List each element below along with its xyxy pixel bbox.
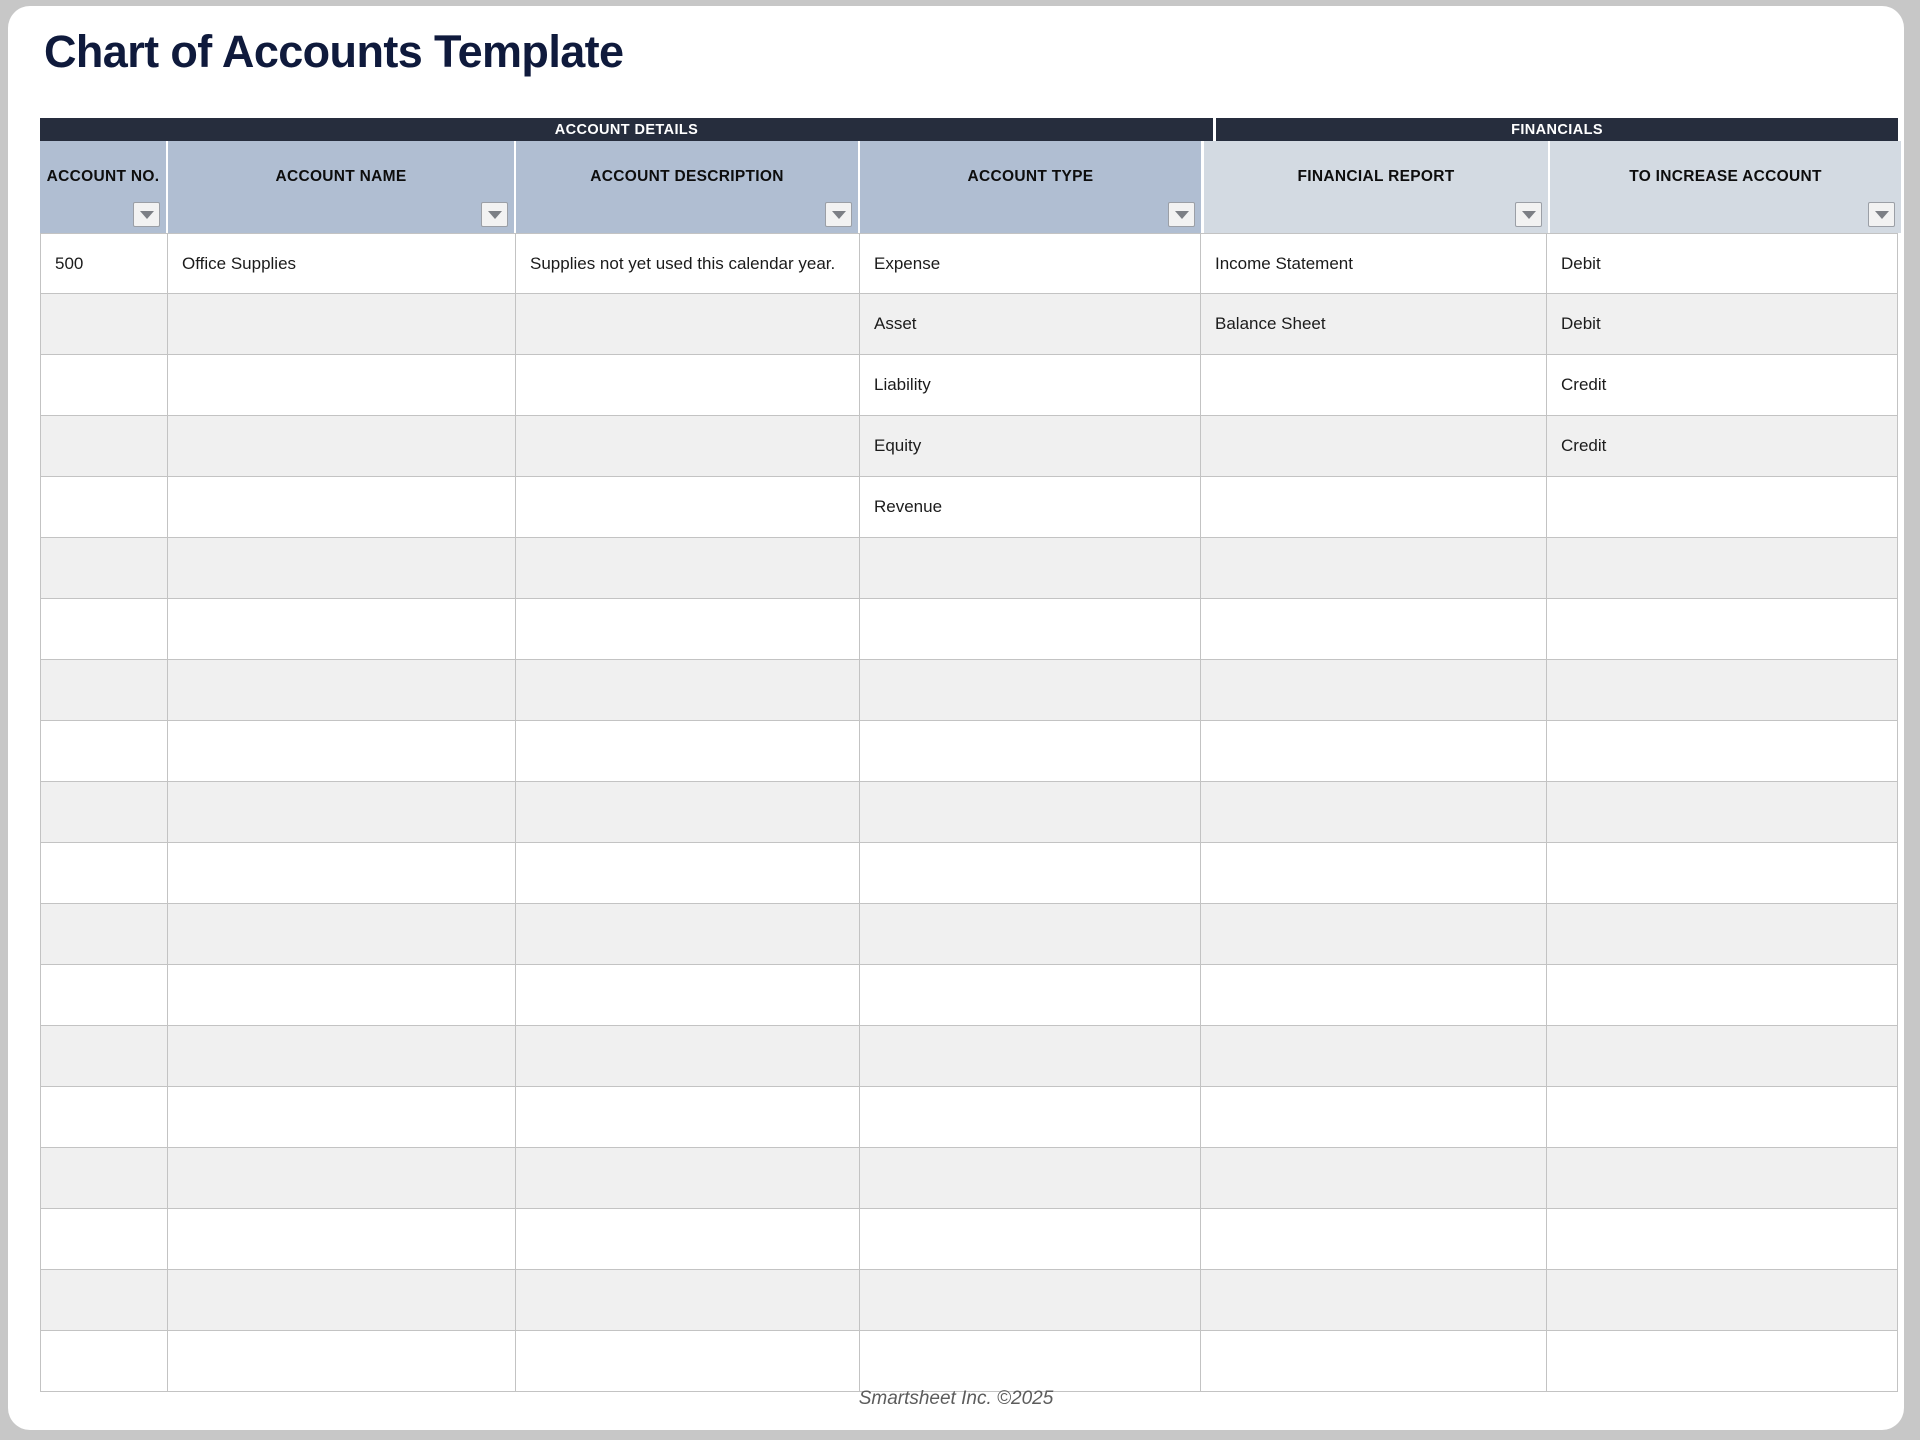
table-cell-account-type[interactable] xyxy=(860,599,1201,660)
table-cell-account-name[interactable] xyxy=(168,1148,516,1209)
table-row xyxy=(40,660,1898,721)
table-cell-account-no[interactable] xyxy=(40,660,168,721)
table-cell-account-description[interactable] xyxy=(516,1209,860,1270)
table-cell-to-increase-account[interactable] xyxy=(1547,1026,1898,1087)
table-cell-account-type[interactable] xyxy=(860,660,1201,721)
table-cell-account-name[interactable] xyxy=(168,538,516,599)
table-row xyxy=(40,721,1898,782)
table-cell-account-type[interactable]: Expense xyxy=(860,233,1201,294)
table-cell-account-type[interactable] xyxy=(860,782,1201,843)
table-cell-account-no[interactable] xyxy=(40,721,168,782)
chevron-down-icon xyxy=(1875,211,1889,219)
table-cell-account-name[interactable] xyxy=(168,843,516,904)
table-row xyxy=(40,599,1898,660)
table-cell-account-name[interactable] xyxy=(168,1087,516,1148)
table-cell-to-increase-account[interactable] xyxy=(1547,1270,1898,1331)
table-cell-financial-report[interactable] xyxy=(1201,660,1547,721)
table-cell-financial-report[interactable] xyxy=(1201,1026,1547,1087)
table-cell-account-description[interactable] xyxy=(516,1087,860,1148)
table-cell-account-name[interactable] xyxy=(168,904,516,965)
table-cell-financial-report[interactable] xyxy=(1201,1148,1547,1209)
column-header-label: ACCOUNT NAME xyxy=(275,168,407,186)
document-page xyxy=(8,6,1904,1430)
table-row xyxy=(40,416,1898,477)
table-cell-financial-report[interactable] xyxy=(1201,721,1547,782)
table-cell-account-name[interactable] xyxy=(168,1331,516,1392)
table-cell-to-increase-account[interactable] xyxy=(1547,477,1898,538)
table-cell-account-description[interactable] xyxy=(516,721,860,782)
table-cell-account-type[interactable] xyxy=(860,1331,1201,1392)
table-cell-account-type[interactable] xyxy=(860,538,1201,599)
table-cell-account-type[interactable]: Equity xyxy=(860,416,1201,477)
table-cell-account-type[interactable] xyxy=(860,843,1201,904)
table-cell-financial-report[interactable] xyxy=(1201,538,1547,599)
column-header-financial-report xyxy=(1204,141,1550,233)
table-cell-account-no[interactable] xyxy=(40,1026,168,1087)
table-cell-account-no[interactable] xyxy=(40,1209,168,1270)
table-cell-account-no[interactable] xyxy=(40,599,168,660)
filter-dropdown-to-increase-account[interactable] xyxy=(1868,202,1895,227)
table-cell-account-description[interactable] xyxy=(516,843,860,904)
table-column-header-row xyxy=(40,141,1898,233)
table-cell-account-description[interactable] xyxy=(516,904,860,965)
table-cell-account-description[interactable] xyxy=(516,294,860,355)
table-cell-account-name[interactable] xyxy=(168,965,516,1026)
table-cell-account-no[interactable] xyxy=(40,904,168,965)
table-row xyxy=(40,1270,1898,1331)
table-cell-account-no[interactable] xyxy=(40,477,168,538)
table-cell-financial-report[interactable] xyxy=(1201,1331,1547,1392)
column-header-account-type xyxy=(860,141,1201,233)
table-cell-financial-report[interactable] xyxy=(1201,782,1547,843)
column-header-label: ACCOUNT NO. xyxy=(46,168,160,186)
chart-of-accounts-table xyxy=(40,118,1898,1392)
table-cell-account-type[interactable] xyxy=(860,904,1201,965)
table-cell-account-description[interactable]: Supplies not yet used this calendar year. xyxy=(516,233,860,294)
chevron-down-icon xyxy=(140,211,154,219)
column-header-label: ACCOUNT DESCRIPTION xyxy=(590,168,784,186)
table-cell-account-description[interactable] xyxy=(516,1331,860,1392)
table-cell-account-no[interactable] xyxy=(40,1087,168,1148)
table-cell-account-name[interactable] xyxy=(168,1270,516,1331)
table-cell-financial-report[interactable] xyxy=(1201,355,1547,416)
table-cell-to-increase-account[interactable] xyxy=(1547,1331,1898,1392)
table-cell-account-no[interactable] xyxy=(40,843,168,904)
table-cell-to-increase-account[interactable] xyxy=(1547,599,1898,660)
table-row xyxy=(40,1209,1898,1270)
table-cell-account-type[interactable] xyxy=(860,1026,1201,1087)
filter-dropdown-account-description[interactable] xyxy=(825,202,852,227)
table-cell-to-increase-account[interactable]: Credit xyxy=(1547,416,1898,477)
table-cell-to-increase-account[interactable] xyxy=(1547,1209,1898,1270)
table-cell-financial-report[interactable] xyxy=(1201,477,1547,538)
table-row xyxy=(40,1087,1898,1148)
table-cell-account-description[interactable] xyxy=(516,782,860,843)
table-cell-account-name[interactable] xyxy=(168,1209,516,1270)
column-header-account-description xyxy=(516,141,860,233)
table-cell-account-name[interactable] xyxy=(168,782,516,843)
table-cell-account-no[interactable] xyxy=(40,1148,168,1209)
table-cell-account-type[interactable] xyxy=(860,965,1201,1026)
column-header-account-name xyxy=(168,141,516,233)
table-cell-financial-report[interactable] xyxy=(1201,1087,1547,1148)
filter-dropdown-account-name[interactable] xyxy=(481,202,508,227)
table-body xyxy=(40,233,1898,1392)
chevron-down-icon xyxy=(1175,211,1189,219)
table-cell-financial-report[interactable] xyxy=(1201,599,1547,660)
group-header-financials: FINANCIALS xyxy=(1216,118,1898,141)
column-header-to-increase-account xyxy=(1550,141,1901,233)
table-group-header-row xyxy=(40,118,1898,141)
table-cell-financial-report[interactable] xyxy=(1201,904,1547,965)
filter-dropdown-financial-report[interactable] xyxy=(1515,202,1542,227)
table-cell-account-name[interactable] xyxy=(168,416,516,477)
table-cell-account-no[interactable]: 500 xyxy=(40,233,168,294)
table-cell-account-no[interactable] xyxy=(40,782,168,843)
column-header-label: FINANCIAL REPORT xyxy=(1297,168,1455,186)
table-cell-to-increase-account[interactable]: Debit xyxy=(1547,233,1898,294)
table-cell-account-type[interactable] xyxy=(860,1270,1201,1331)
table-cell-financial-report[interactable] xyxy=(1201,965,1547,1026)
table-cell-account-description[interactable] xyxy=(516,538,860,599)
table-cell-account-description[interactable] xyxy=(516,1148,860,1209)
column-header-account-no xyxy=(40,141,168,233)
table-cell-to-increase-account[interactable]: Credit xyxy=(1547,355,1898,416)
table-cell-financial-report[interactable] xyxy=(1201,416,1547,477)
page-title: Chart of Accounts Template xyxy=(44,26,624,77)
table-row xyxy=(40,233,1898,294)
table-cell-account-description[interactable] xyxy=(516,416,860,477)
table-cell-account-name[interactable] xyxy=(168,660,516,721)
table-cell-to-increase-account[interactable] xyxy=(1547,782,1898,843)
chevron-down-icon xyxy=(1522,211,1536,219)
table-cell-to-increase-account[interactable] xyxy=(1547,1087,1898,1148)
group-header-account-details: ACCOUNT DETAILS xyxy=(40,118,1213,141)
table-cell-account-name[interactable] xyxy=(168,294,516,355)
table-cell-to-increase-account[interactable] xyxy=(1547,965,1898,1026)
table-cell-account-no[interactable] xyxy=(40,965,168,1026)
table-cell-financial-report[interactable]: Balance Sheet xyxy=(1201,294,1547,355)
chevron-down-icon xyxy=(488,211,502,219)
table-cell-to-increase-account[interactable] xyxy=(1547,660,1898,721)
table-cell-account-type[interactable] xyxy=(860,1148,1201,1209)
table-cell-to-increase-account[interactable] xyxy=(1547,904,1898,965)
table-cell-financial-report[interactable] xyxy=(1201,1270,1547,1331)
table-row xyxy=(40,1026,1898,1087)
table-cell-account-type[interactable]: Revenue xyxy=(860,477,1201,538)
table-cell-account-description[interactable] xyxy=(516,477,860,538)
table-cell-account-description[interactable] xyxy=(516,355,860,416)
table-cell-account-no[interactable] xyxy=(40,538,168,599)
table-row xyxy=(40,1331,1898,1392)
table-row xyxy=(40,294,1898,355)
table-cell-account-no[interactable] xyxy=(40,416,168,477)
table-cell-account-no[interactable] xyxy=(40,355,168,416)
table-cell-to-increase-account[interactable] xyxy=(1547,721,1898,782)
table-cell-financial-report[interactable]: Income Statement xyxy=(1201,233,1547,294)
table-cell-account-name[interactable] xyxy=(168,355,516,416)
table-cell-account-type[interactable] xyxy=(860,721,1201,782)
table-cell-account-name[interactable] xyxy=(168,477,516,538)
table-row xyxy=(40,843,1898,904)
table-cell-to-increase-account[interactable] xyxy=(1547,843,1898,904)
table-cell-to-increase-account[interactable]: Debit xyxy=(1547,294,1898,355)
column-header-label: ACCOUNT TYPE xyxy=(967,168,1094,186)
table-cell-account-no[interactable] xyxy=(40,294,168,355)
table-cell-to-increase-account[interactable] xyxy=(1547,538,1898,599)
table-row xyxy=(40,965,1898,1026)
table-cell-account-name[interactable]: Office Supplies xyxy=(168,233,516,294)
table-row xyxy=(40,477,1898,538)
table-cell-account-description[interactable] xyxy=(516,1270,860,1331)
table-row xyxy=(40,1148,1898,1209)
table-row xyxy=(40,782,1898,843)
table-cell-account-no[interactable] xyxy=(40,1270,168,1331)
table-cell-account-description[interactable] xyxy=(516,660,860,721)
table-cell-account-name[interactable] xyxy=(168,599,516,660)
column-header-label: TO INCREASE ACCOUNT xyxy=(1629,168,1822,186)
table-cell-account-name[interactable] xyxy=(168,1026,516,1087)
table-cell-to-increase-account[interactable] xyxy=(1547,1148,1898,1209)
table-cell-account-description[interactable] xyxy=(516,965,860,1026)
filter-dropdown-account-no[interactable] xyxy=(133,202,160,227)
table-cell-account-type[interactable] xyxy=(860,1209,1201,1270)
table-cell-account-description[interactable] xyxy=(516,1026,860,1087)
chevron-down-icon xyxy=(832,211,846,219)
table-cell-financial-report[interactable] xyxy=(1201,843,1547,904)
table-cell-account-description[interactable] xyxy=(516,599,860,660)
table-cell-financial-report[interactable] xyxy=(1201,1209,1547,1270)
table-cell-account-type[interactable]: Asset xyxy=(860,294,1201,355)
filter-dropdown-account-type[interactable] xyxy=(1168,202,1195,227)
footer-copyright: Smartsheet Inc. ©2025 xyxy=(858,1388,1054,1409)
table-cell-account-type[interactable] xyxy=(860,1087,1201,1148)
table-cell-account-no[interactable] xyxy=(40,1331,168,1392)
table-cell-account-type[interactable]: Liability xyxy=(860,355,1201,416)
table-row xyxy=(40,538,1898,599)
table-row xyxy=(40,904,1898,965)
table-cell-account-name[interactable] xyxy=(168,721,516,782)
table-row xyxy=(40,355,1898,416)
